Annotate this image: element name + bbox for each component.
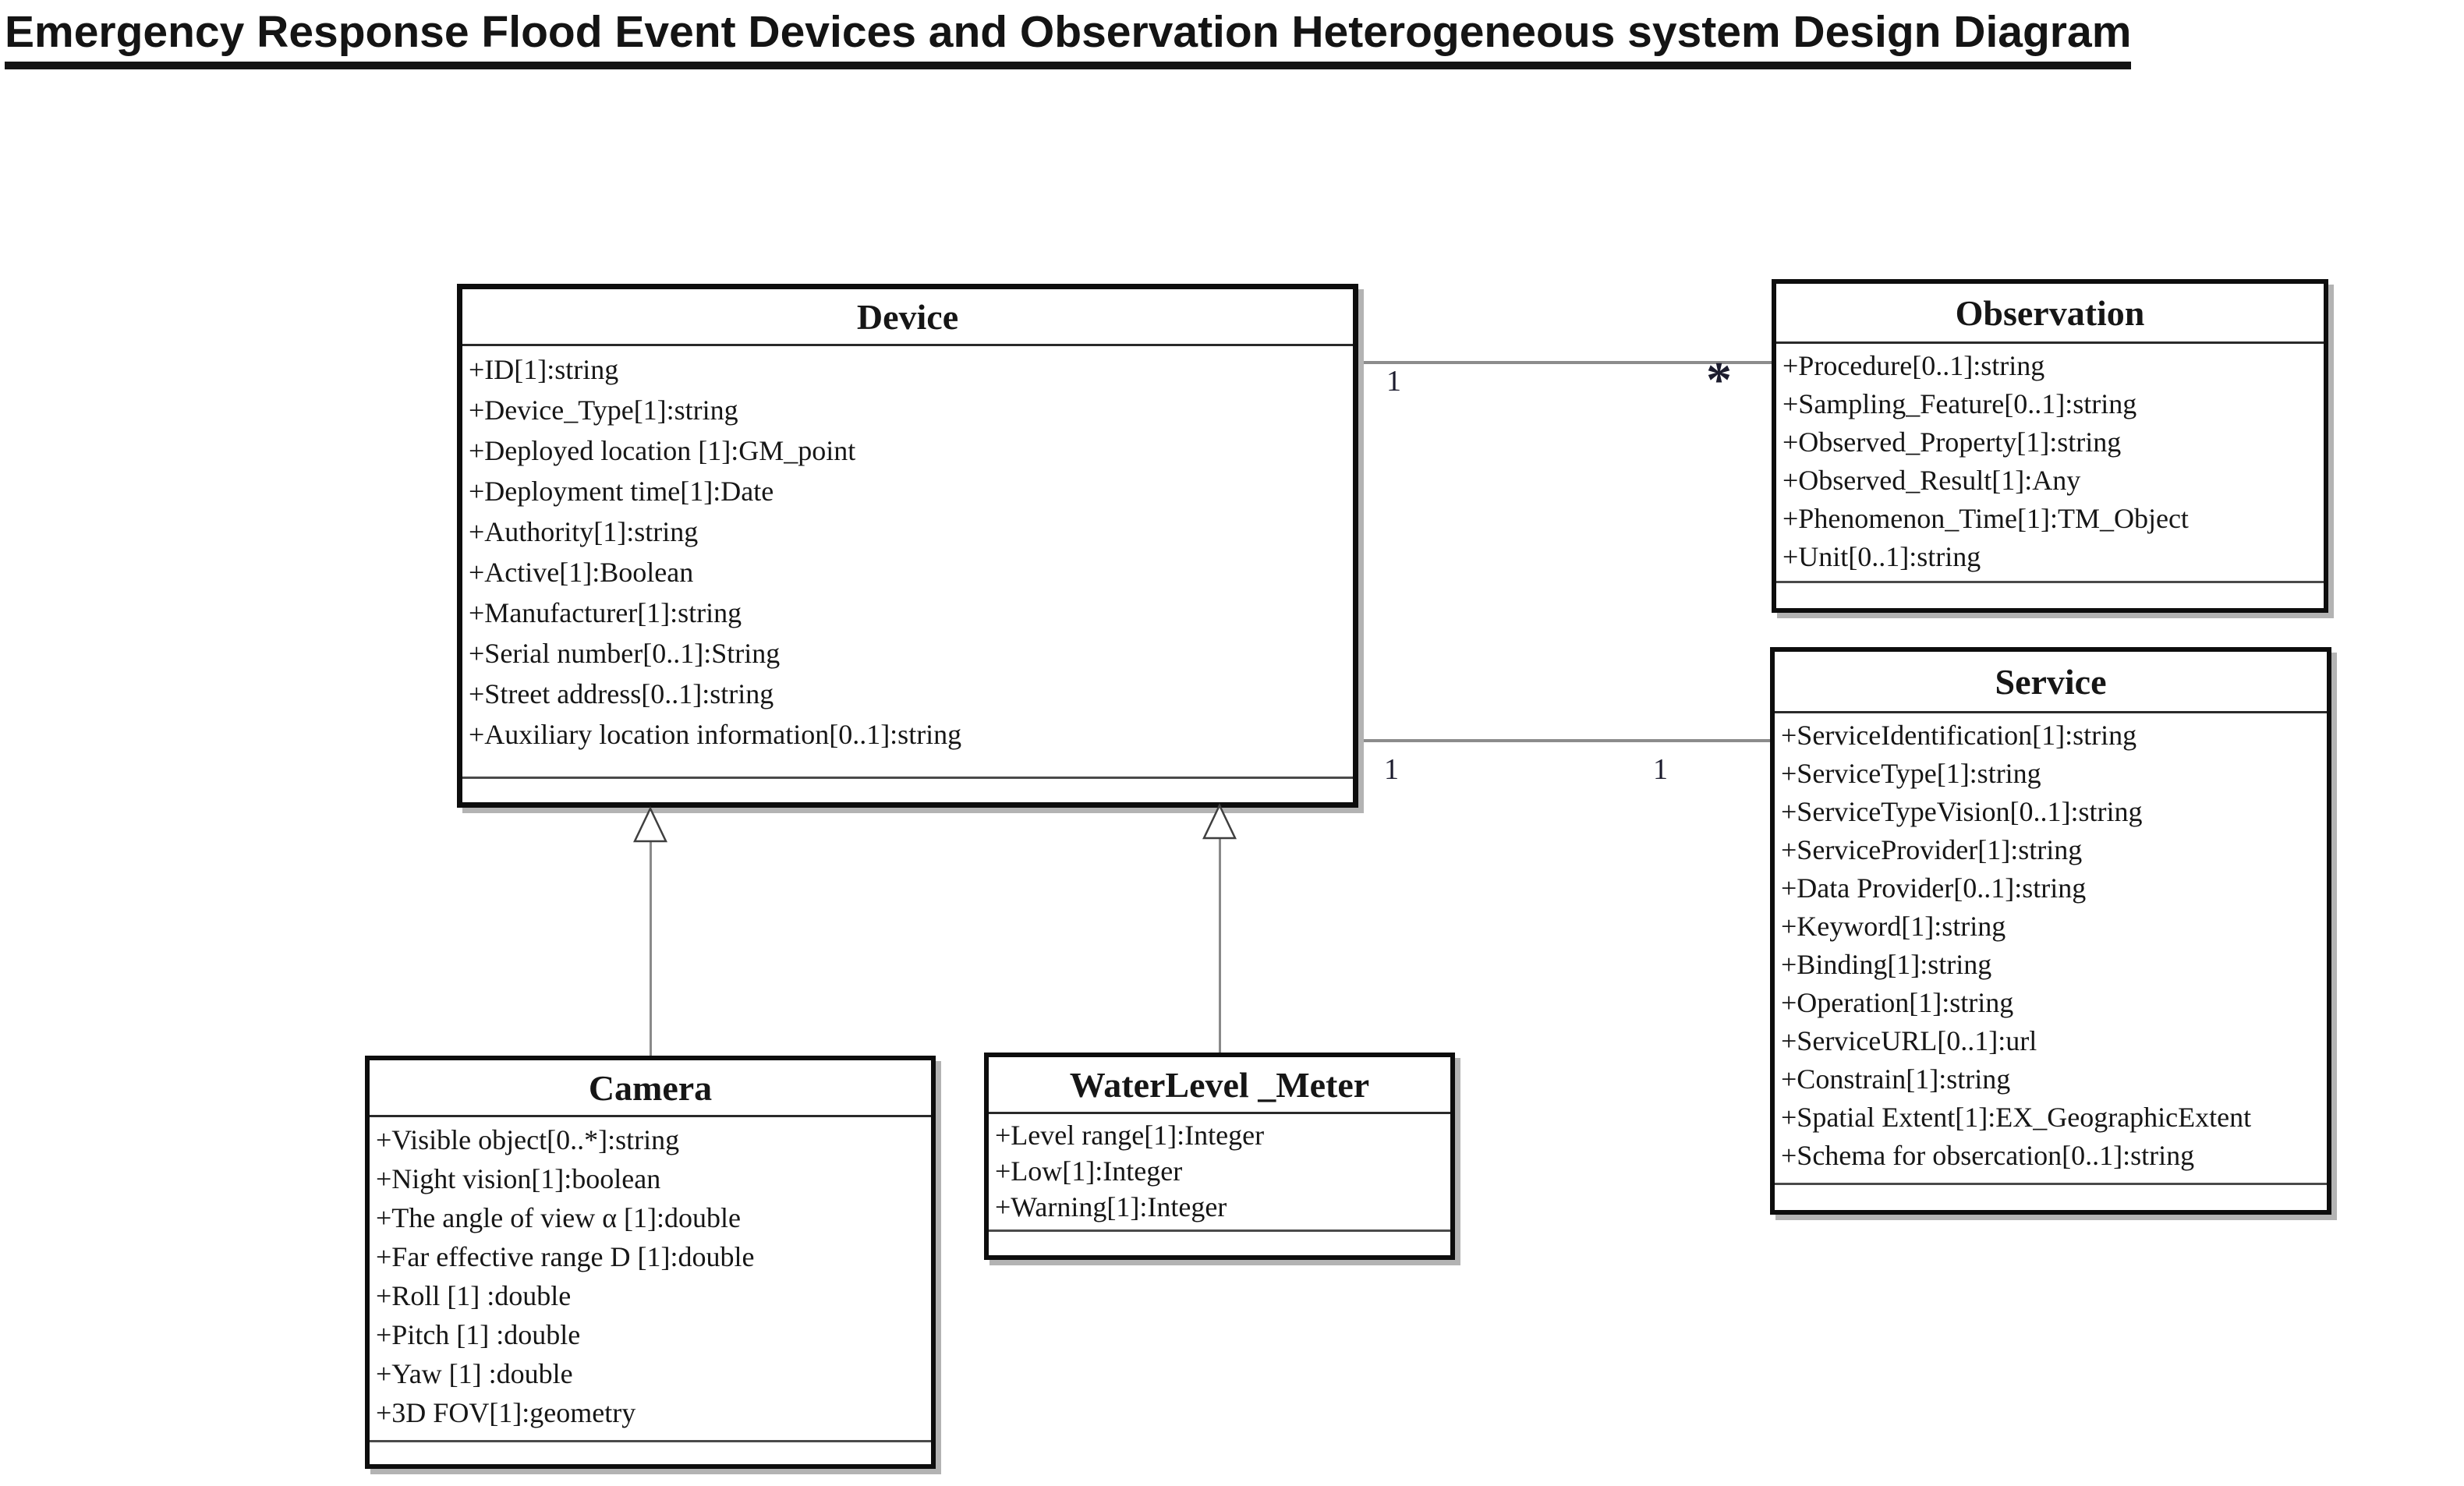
attribute-row: +The angle of view α [1]:double	[376, 1202, 742, 1233]
attribute-row: +Binding[1]:string	[1781, 949, 1992, 980]
attribute-row: +Spatial Extent[1]:EX_GeographicExtent	[1781, 1102, 2252, 1133]
attribute-row: +Operation[1]:string	[1781, 987, 2014, 1018]
class-box-camera	[365, 1056, 936, 1469]
attribute-row: +Phenomenon_Time[1]:TM_Object	[1783, 503, 2189, 534]
attribute-row: +Constrain[1]:string	[1781, 1063, 2011, 1095]
class-attributes-waterlevel-meter	[989, 1114, 1450, 1229]
class-attributes-service	[1775, 713, 2327, 1183]
class-box-device	[457, 284, 1358, 808]
class-box-observation	[1772, 279, 2328, 613]
attribute-row: +Yaw [1] :double	[376, 1358, 573, 1389]
class-box-waterlevel-meter	[984, 1053, 1455, 1260]
generalization-waterlevel-device-line	[1219, 837, 1221, 1053]
attribute-row: +Unit[0..1]:string	[1783, 541, 1981, 572]
attribute-row: +Keyword[1]:string	[1781, 911, 2006, 942]
multiplicity-device-service-target: 1	[1653, 753, 1668, 786]
attribute-row: +Visible object[0..*]:string	[376, 1124, 680, 1155]
attribute-row: +Observed_Property[1]:string	[1783, 426, 2122, 458]
attribute-row: +ServiceURL[0..1]:url	[1781, 1025, 2037, 1056]
association-device-service-line	[1364, 739, 1770, 742]
attribute-row: +Auxiliary location information[0..1]:string	[469, 719, 962, 750]
attribute-row: +ServiceType[1]:string	[1781, 758, 2041, 789]
class-attributes-observation	[1776, 344, 2324, 581]
attribute-row: +Schema for obsercation[0..1]:string	[1781, 1140, 2195, 1171]
attribute-row: +ServiceProvider[1]:string	[1781, 834, 2083, 865]
class-operations-compartment	[1775, 1183, 2327, 1210]
generalization-arrow-icon	[1202, 803, 1237, 840]
multiplicity-device-observation-source: 1	[1386, 365, 1401, 398]
generalization-arrow-icon	[632, 806, 668, 844]
multiplicity-device-observation-target: *	[1706, 352, 1732, 409]
class-attributes-camera	[370, 1117, 931, 1440]
class-attributes-device	[462, 346, 1353, 777]
attribute-row: +Street address[0..1]:string	[469, 678, 774, 709]
class-title-service: Service	[1775, 652, 2327, 713]
class-operations-compartment	[1776, 581, 2324, 608]
attribute-row: +Night vision[1]:boolean	[376, 1163, 661, 1194]
attribute-row: +Device_Type[1]:string	[469, 394, 738, 426]
attribute-row: +Sampling_Feature[0..1]:string	[1783, 388, 2137, 419]
class-operations-compartment	[462, 777, 1353, 802]
attribute-row: +Deployed location [1]:GM_point	[469, 435, 856, 466]
attribute-row: +Deployment time[1]:Date	[469, 476, 774, 507]
page-title: Emergency Response Flood Event Devices and Observation Heterogeneous system Design Diagram	[5, 6, 2131, 69]
class-title-camera: Camera	[370, 1060, 931, 1117]
attribute-row: +Serial number[0..1]:String	[469, 638, 781, 669]
attribute-row: +Data Provider[0..1]:string	[1781, 872, 2087, 904]
attribute-row: +Far effective range D [1]:double	[376, 1241, 755, 1272]
class-operations-compartment	[370, 1440, 931, 1464]
attribute-row: +Procedure[0..1]:string	[1783, 350, 2045, 381]
attribute-row: +ID[1]:string	[469, 354, 619, 385]
class-operations-compartment	[989, 1229, 1450, 1255]
generalization-camera-device-line	[650, 840, 652, 1056]
attribute-row: +Low[1]:Integer	[995, 1155, 1183, 1187]
attribute-row: +Active[1]:Boolean	[469, 557, 694, 588]
attribute-row: +Roll [1] :double	[376, 1280, 572, 1311]
class-title-observation: Observation	[1776, 284, 2324, 344]
attribute-row: +Observed_Result[1]:Any	[1783, 465, 2081, 496]
attribute-row: +Manufacturer[1]:string	[469, 597, 742, 628]
class-box-service	[1770, 647, 2331, 1215]
attribute-row: +Pitch [1] :double	[376, 1319, 581, 1350]
attribute-row: +ServiceIdentification[1]:string	[1781, 720, 2137, 751]
class-title-waterlevel-meter: WaterLevel _Meter	[989, 1057, 1450, 1114]
class-title-device: Device	[462, 289, 1353, 346]
attribute-row: +Authority[1]:string	[469, 516, 699, 547]
attribute-row: +3D FOV[1]:geometry	[376, 1397, 636, 1428]
attribute-row: +ServiceTypeVision[0..1]:string	[1781, 796, 2143, 827]
multiplicity-device-service-source: 1	[1384, 753, 1399, 786]
attribute-row: +Warning[1]:Integer	[995, 1191, 1227, 1222]
attribute-row: +Level range[1]:Integer	[995, 1120, 1265, 1151]
